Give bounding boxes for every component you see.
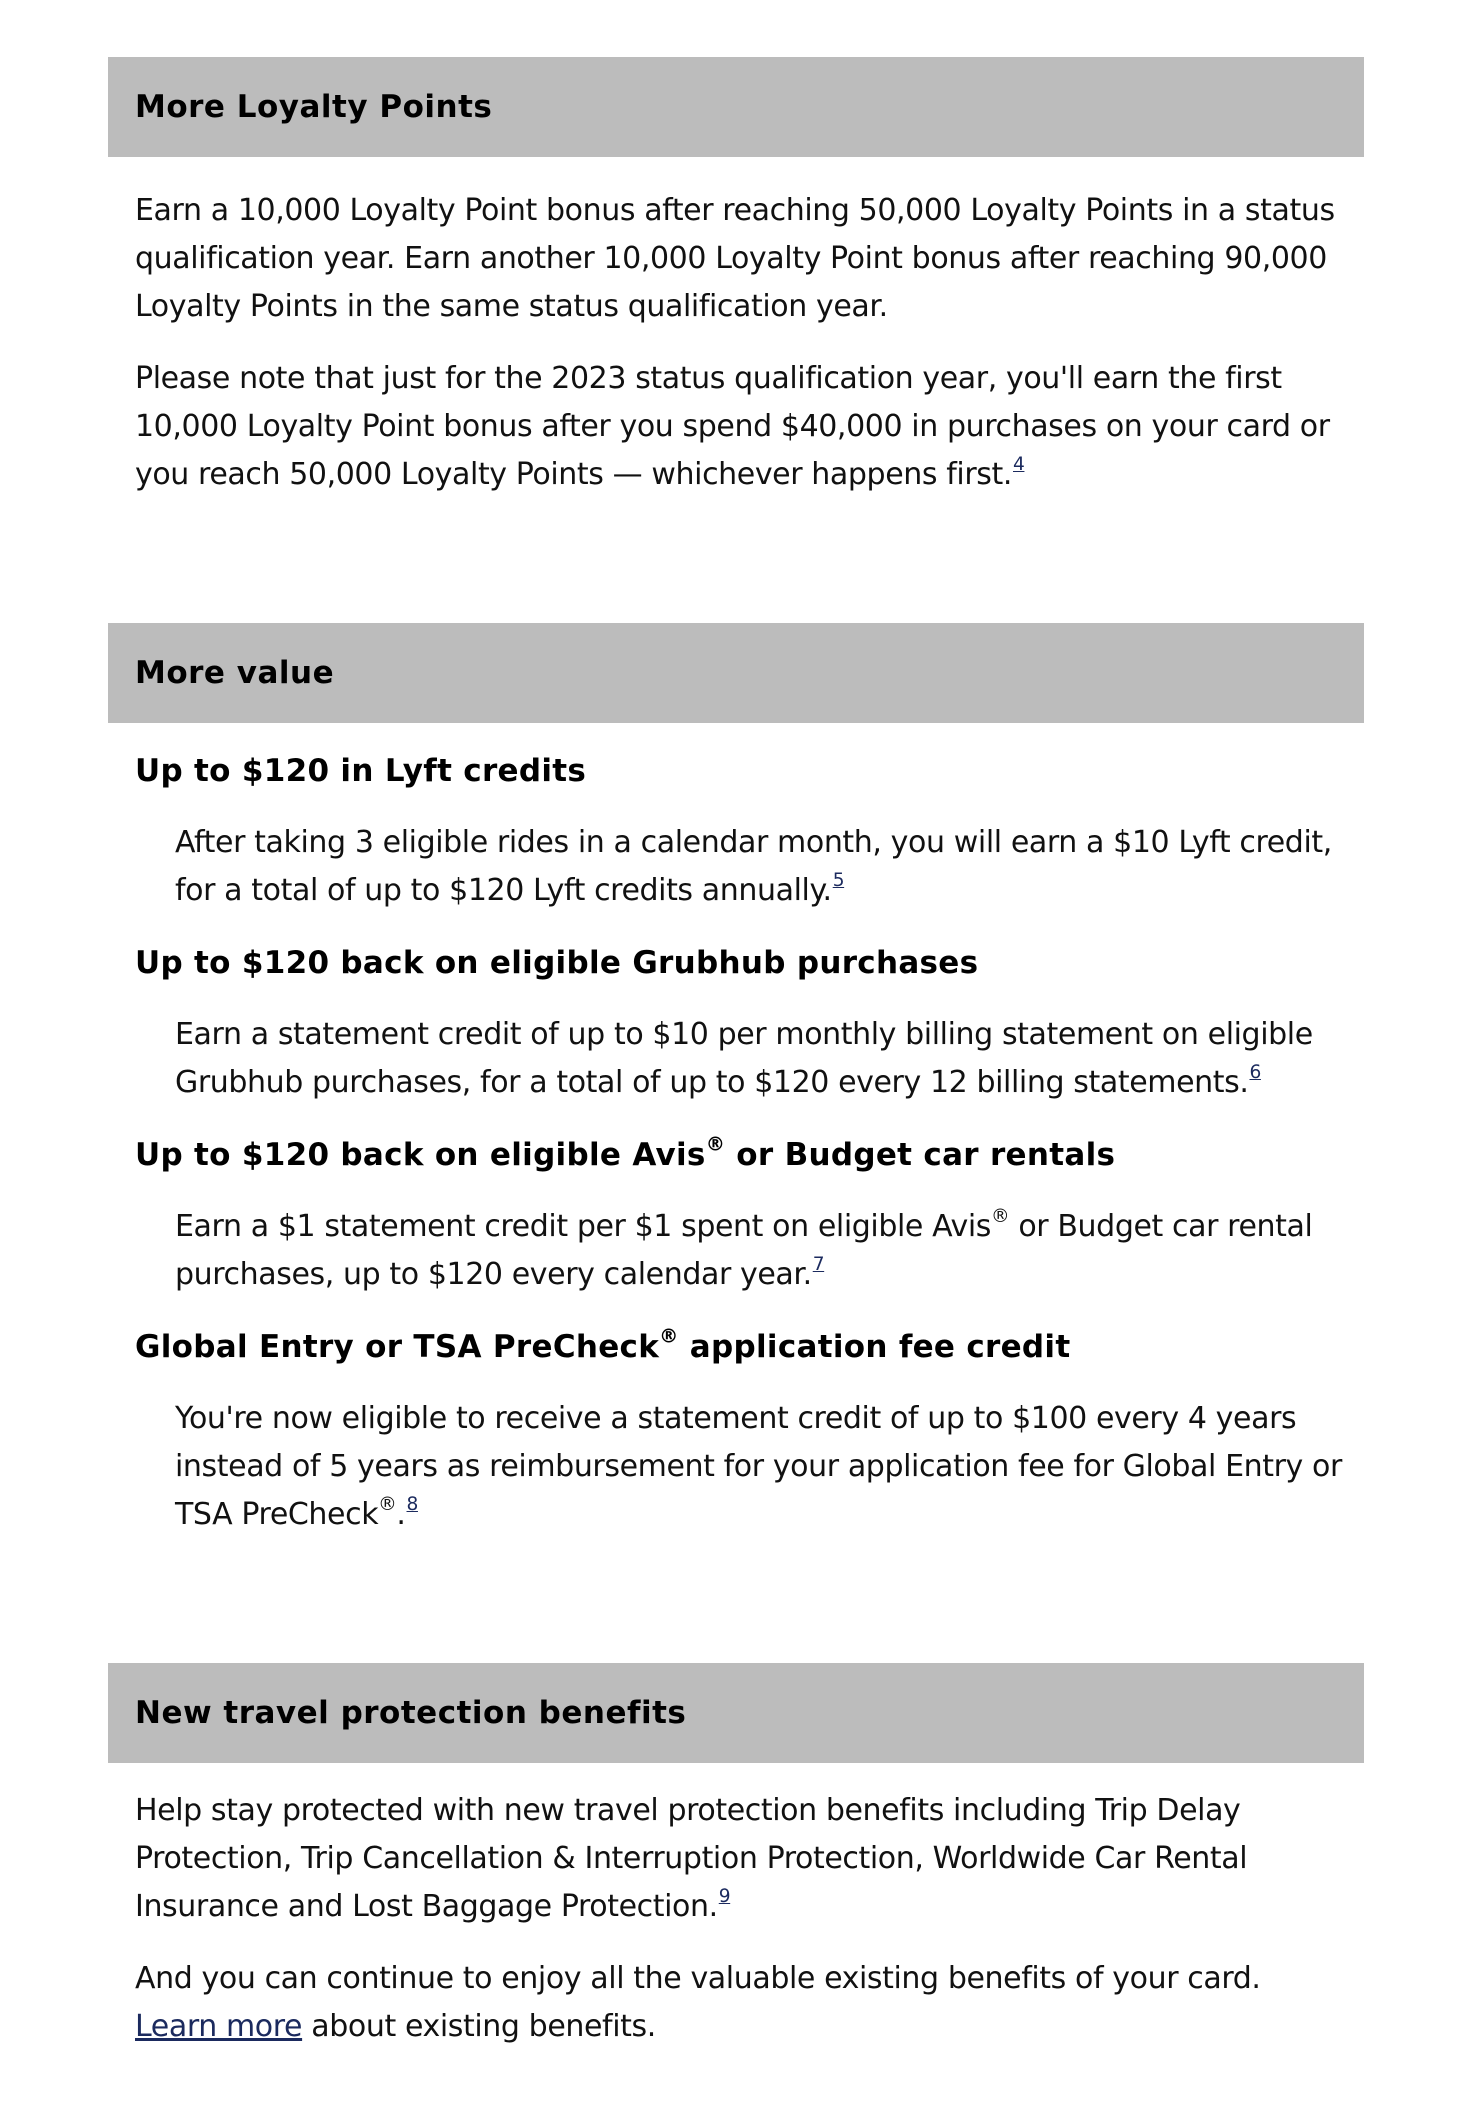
footnote-link[interactable]: 8 [406,1494,418,1516]
existing-benefits-paragraph [108,1955,1364,2051]
benefit-text: . [396,1497,406,1532]
section-header-loyalty-points [108,57,1364,157]
footnote-link[interactable]: 6 [1249,1062,1261,1084]
registered-mark: ® [705,1132,726,1156]
paragraph-text: Help stay protected with new travel protection benefits including Trip Delay Protection, Trip Cancellation & Interruption Protection, Worldwide Car Rental Insurance and Lost Baggage Protection. [135,1793,1248,1924]
heading-text: Up to $120 back on eligible Avis [135,1137,706,1173]
registered-mark: ® [991,1206,1010,1228]
loyalty-points-paragraph: Earn a 10,000 Loyalty Point bonus after reaching 50,000 Loyalty Points in a status qualification year. Earn another 10,000 Loyalty Point bonus after reaching 90,000 Loyalty Points in the same status qualification year. [135,193,1335,324]
benefit-text: or Budget car rental purchases, up to $120 every calendar year. [175,1209,1313,1292]
paragraph-text: And you can continue to enjoy all the valuable existing benefits of your card. [135,1961,1261,1996]
section-header-travel-protection [108,1663,1364,1763]
benefit-text-avis [108,1203,1364,1299]
section-title: More Loyalty Points [135,89,493,125]
paragraph-text: about existing benefits. [302,2009,656,2044]
benefit-text: Earn a $1 statement credit per $1 spent on eligible Avis [175,1209,992,1244]
benefit-text-lyft [108,819,1364,915]
benefit-text: Earn a statement credit of up to $10 per monthly billing statement on eligible Grubhub purchases, for a total of up to $120 every 12 billing statements. [175,1017,1313,1100]
travel-protection-paragraph [108,1787,1364,1931]
benefits-content [108,57,1364,2051]
footnote-link[interactable]: 7 [812,1254,825,1276]
benefit-heading-avis [108,1131,1364,1179]
footnote-link[interactable]: 5 [832,870,845,892]
section-header-more-value [108,623,1364,723]
benefit-heading-global-entry [108,1323,1364,1371]
heading-text: Global Entry or TSA PreCheck [135,1329,660,1365]
footnote-link[interactable]: 4 [1013,454,1025,476]
benefit-text-grubhub [108,1011,1364,1107]
heading-text: or Budget car rentals [725,1137,1116,1173]
registered-mark: ® [659,1324,679,1348]
benefit-text: After taking 3 eligible rides in a calendar month, you will earn a $10 Lyft credit, for a total of up to $120 Lyft credits annually. [175,825,1332,908]
heading-text: application fee credit [678,1329,1071,1365]
learn-more-link[interactable]: Learn more [135,2009,303,2044]
benefit-text-global-entry [108,1395,1364,1539]
section-title: More value [135,655,335,691]
registered-mark: ® [378,1494,397,1516]
benefit-heading-grubhub: Up to $120 back on eligible Grubhub purchases [135,945,979,981]
footnote-link[interactable]: 9 [718,1886,731,1908]
benefit-text: You're now eligible to receive a statement credit of up to $100 every 4 years instead of 5 years as reimbursement for your application fee for Global Entry or TSA PreCheck [175,1401,1342,1532]
benefit-heading-lyft: Up to $120 in Lyft credits [135,753,587,789]
loyalty-points-note [108,355,1364,499]
section-title: New travel protection benefits [135,1695,687,1731]
note-text: Please note that just for the 2023 status qualification year, you'll earn the first 10,000 Loyalty Point bonus after you spend $40,000 in purchases on your card or you reach 50,000 Loyalty Points — whichever happens first. [135,361,1330,492]
